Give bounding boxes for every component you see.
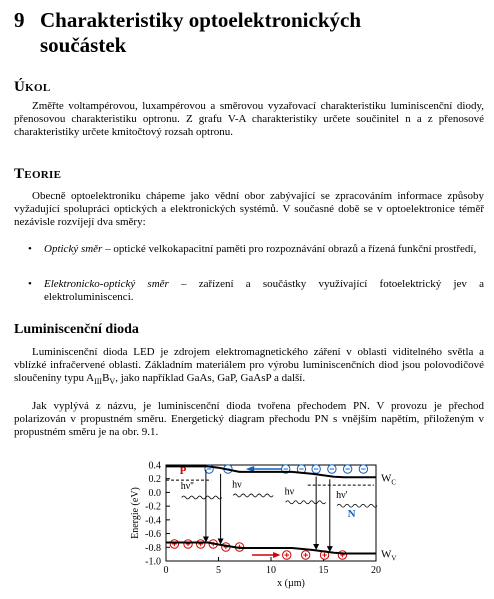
x-tick-label: 5 [216,565,221,576]
y-tick-label: -0.8 [145,542,161,554]
y-tick-label: -0.2 [145,501,161,513]
chapter-title-line2: součástek [40,33,127,57]
dioda-paragraph-2: Jak vyplývá z názvu, je luminiscenční dioda tvořena přechodem PN. V provozu je přechod polarizován v propustném směru. Energetický diagram přechodu PN s vnějším napětím, přiloženým v propustném směru je na obr. 9.1. [14,400,484,439]
photon-wave [337,504,377,507]
bullet-text: – optické velkokapacitní paměti pro rozpoznávání obrazů a řízená funkční prostředí, [102,243,477,255]
band-label-sub: V [391,554,397,563]
ukol-heading: Úkol [14,79,51,95]
hole-flow-arrowhead [273,552,280,558]
region-n-label: N [347,508,356,520]
band-label: $W_V$ [381,548,397,563]
x-axis-label: x (µm) [277,578,305,589]
bullet-term: Elektronicko-optický směr [44,278,169,290]
photon-label: hν [232,479,242,491]
band-label: $W_C$ [381,472,397,487]
y-tick-label: -0.6 [145,529,161,541]
band-label-sub: C [391,478,397,487]
x-tick-label: 20 [371,565,381,576]
y-tick-label: 0.4 [148,460,161,472]
bullet-text: – zařízení a součástky využívající fotoelektrický jev a elektroluminiscenci. [44,278,484,304]
region-p-label: P [179,465,187,477]
x-tick-label: 15 [318,565,329,576]
photon-label: hν' [336,489,348,501]
y-tick-label: -1.0 [145,556,161,568]
dioda-paragraph-1: Luminiscenční dioda LED je zdrojem elektromagnetického záření v oblasti viditelného světla a vblízké infračervené oblasti. Základním materiálem pro výrobu luminiscenčních diod jsou polovodičové sloučeniny typu $A_{III}B_V$, jako například GaAs, GaP, GaAsP a další. [14,346,484,387]
photon-wave [233,494,273,497]
y-tick-label: 0.0 [148,487,161,499]
dioda-heading: Luminiscenční dioda [14,322,139,337]
x-tick-label: 0 [163,565,169,576]
photon-label: hν [284,486,295,498]
bullet-term: Optický směr [44,243,103,255]
y-axis-label: Energie (eV) [130,487,141,539]
transition-arrowhead [313,544,319,550]
teorie-paragraph: Obecně optoelektroniku chápeme jako vědní obor zabývající se zpracováním informace způsoby vyžadující spolupráci optických a elektronických systémů. V současné době se v optoelektronice téměř nezávisle rozvíjejí dva směry: [14,190,484,229]
energy-band-diagram [0,449,494,599]
y-tick-label: 0.2 [148,474,161,486]
photon-label: hν'' [180,481,194,492]
bullet-dot: • [28,278,32,290]
x-tick-label: 10 [266,565,276,576]
photon-wave [286,501,326,504]
y-tick-label: -0.4 [145,515,161,527]
chapter-number: 9 [14,8,25,32]
ukol-paragraph: Změřte voltampérovou, luxampérovou a směrovou vyzařovací charakteristiku luminiscenční diody, přenosovou charakteristiku optronu. Z grafu V-A charakteristiky určete součinitel n a z přenosové charakteristiky určete kmitočtový rozsah optronu. [14,100,484,139]
chapter-title-line1: Charakteristiky optoelektronických [40,8,362,32]
teorie-heading: Teorie [14,166,62,182]
photon-wave [182,496,222,499]
bullet-dot: • [28,243,32,255]
